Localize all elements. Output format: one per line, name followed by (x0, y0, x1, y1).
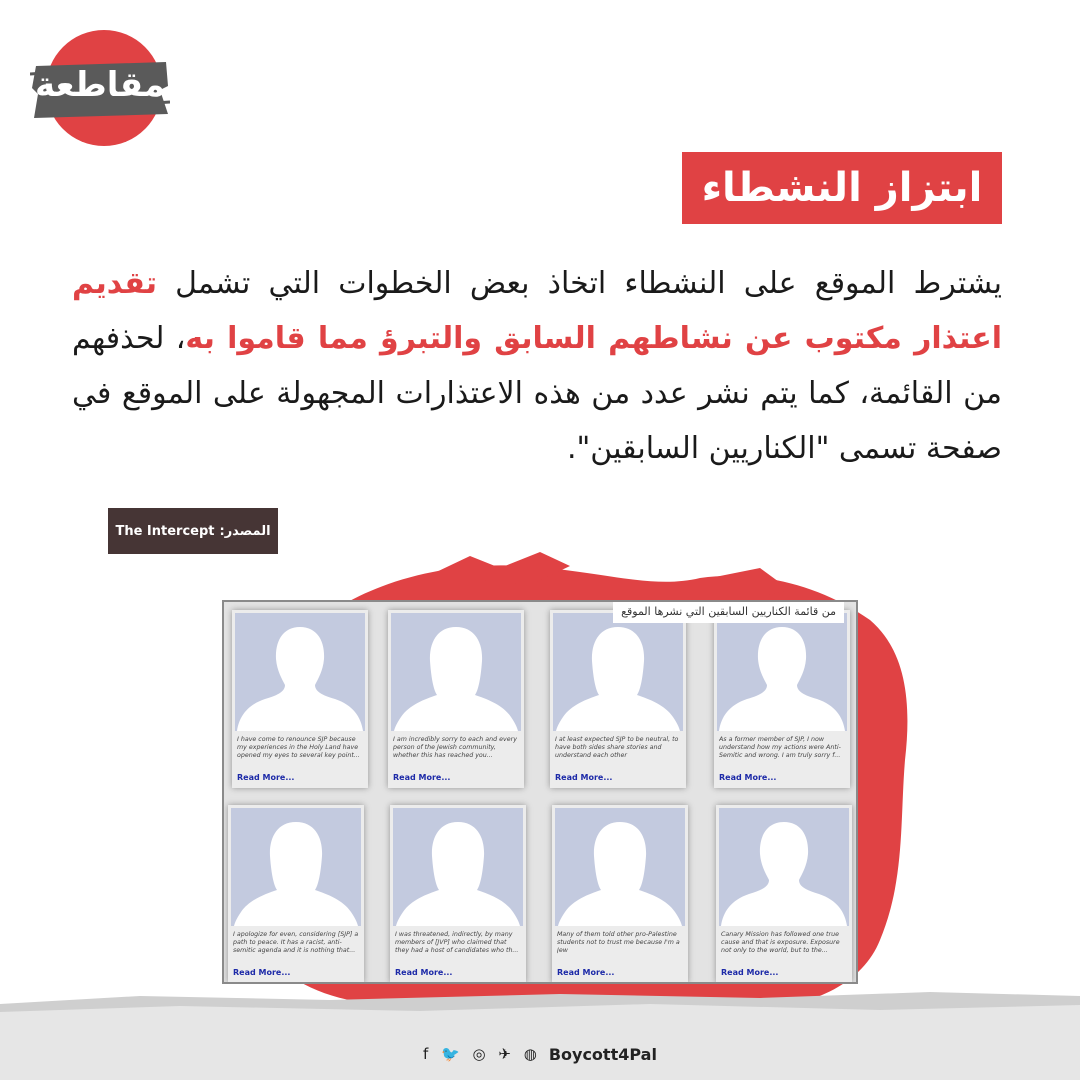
profile-card (714, 610, 850, 788)
silhouette-photo (555, 808, 685, 926)
brand-handle[interactable]: Boycott4Pal (548, 1044, 657, 1064)
read-more-link[interactable]: Read More... (557, 968, 615, 977)
profile-card (550, 610, 686, 788)
footer (0, 1028, 1080, 1080)
source-name: The Intercept (115, 523, 215, 539)
card-quote: Many of them told other pro-Palestine students not to trust me because I'm a Jew (557, 931, 680, 954)
read-more-link[interactable]: Read More... (233, 968, 291, 977)
card-quote: I am incredibly sorry to each and every person of the Jewish community, whether this has reached you... (393, 736, 517, 759)
silhouette-photo (719, 808, 849, 926)
card-quote: As a former member of SJP, I now understand how my actions were Anti-Semitic and wrong. I am truly sorry f... (719, 736, 841, 759)
silhouette-photo (231, 808, 361, 926)
body-paragraph (72, 256, 1002, 476)
body-text-part1: يشترط الموقع على النشطاء اتخاذ بعض الخطوات التي تشمل (156, 266, 1002, 301)
read-more-link[interactable]: Read More... (719, 773, 777, 782)
page-title: ابتزاز النشطاء (682, 152, 1002, 224)
profile-card (552, 805, 688, 983)
body-text-part2: ، لحذفهم من القائمة، كما يتم نشر عدد من هذه الاعتذارات المجهولة على الموقع في صفحة تسمى "الكناريين السابقين". (72, 321, 1002, 466)
source-label: المصدر: (219, 523, 271, 539)
silhouette-photo (553, 613, 683, 731)
silhouette-photo (391, 613, 521, 731)
canaries-screenshot (222, 600, 858, 984)
silhouette-photo (235, 613, 365, 731)
read-more-link[interactable]: Read More... (721, 968, 779, 977)
body-highlight: تقديم اعتذار مكتوب عن نشاطهم السابق والتبرؤ مما قاموا به (72, 266, 1002, 356)
card-quote: Canary Mission has followed one true cause and that is exposure. Exposure not only to the world, but to the... (721, 931, 840, 954)
source-tag (108, 508, 278, 554)
social-icons[interactable]: f 🐦 ◎ ✈ ◍ (423, 1045, 541, 1063)
card-quote: I at least expected SJP to be neutral, to have both sides share stories and understand each other (555, 736, 679, 759)
logo-text: مقاطعة (34, 65, 166, 105)
profile-card (716, 805, 852, 983)
profile-card (388, 610, 524, 788)
read-more-link[interactable]: Read More... (393, 773, 451, 782)
profile-card (390, 805, 526, 983)
read-more-link[interactable]: Read More... (555, 773, 613, 782)
silhouette-photo (717, 613, 847, 731)
silhouette-photo (393, 808, 523, 926)
screenshot-caption: من قائمة الكناريين السابقين التي نشرها الموقع (613, 600, 844, 623)
card-quote: I have come to renounce SJP because my experiences in the Holy Land have opened my eyes to several key point... (237, 736, 360, 759)
card-quote: I was threatened, indirectly, by many members of [JVP] who claimed that they had a host of candidates who th... (395, 931, 519, 954)
profile-card (228, 805, 364, 983)
profile-card (232, 610, 368, 788)
card-quote: I apologize for even, considering [SJP] a path to peace. It has a racist, anti-semitic agenda and it is nothing that... (233, 931, 359, 954)
read-more-link[interactable]: Read More... (395, 968, 453, 977)
read-more-link[interactable]: Read More... (237, 773, 295, 782)
